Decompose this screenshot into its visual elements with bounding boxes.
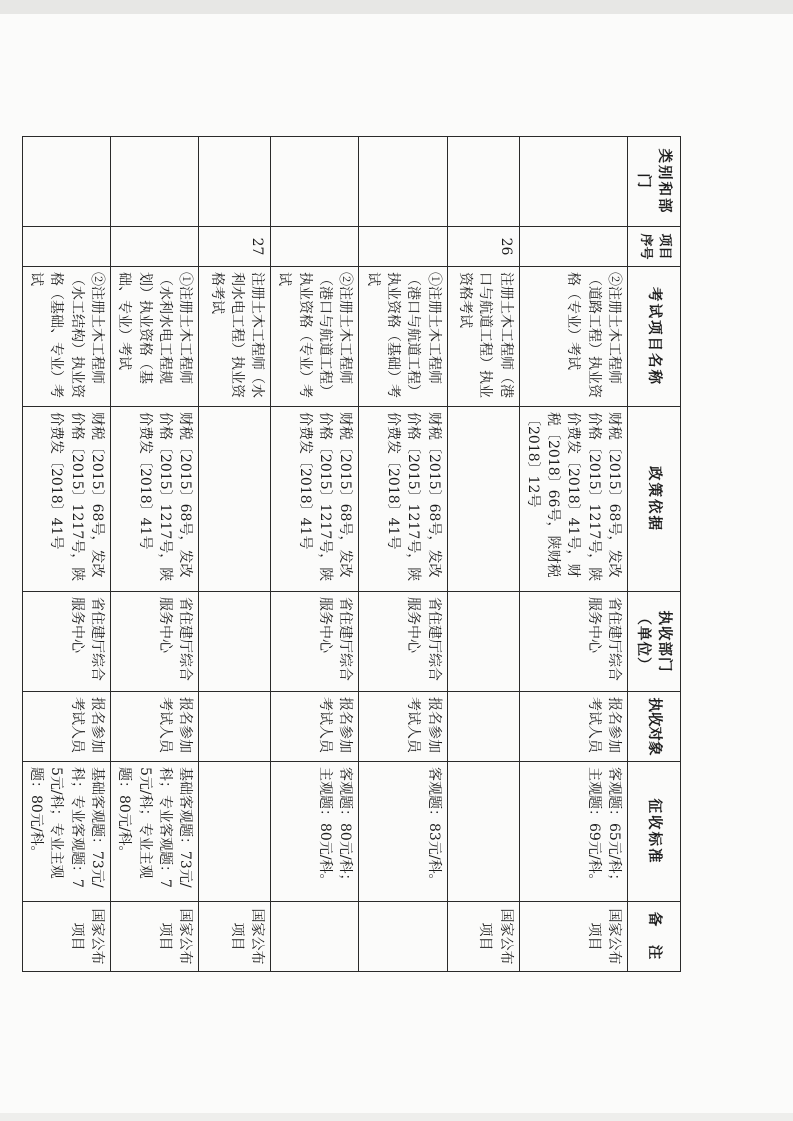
cell-category [199, 137, 271, 227]
cell-target: 报名参加考试人员 [22, 692, 110, 762]
cell-basis: 财税〔2015〕68号，发改价格〔2015〕1217号，陕价费发〔2018〕41号 [110, 407, 198, 592]
cell-name: ②注册土木工程师（水工结构）执业资格（基础、专业）考试 [22, 267, 110, 407]
cell-name: ①注册土木工程师（港口与航道工程）执业资格（基础）考试 [359, 267, 447, 407]
table-row [519, 137, 627, 972]
cell-dept [447, 592, 519, 692]
table-row [359, 137, 447, 972]
cell-target: 报名参加考试人员 [271, 692, 359, 762]
cell-seq: 26 [447, 227, 519, 267]
cell-standard: 客观题：83元/科。 [359, 762, 447, 902]
rotated-table-wrapper [28, 136, 681, 971]
table-row [199, 137, 271, 972]
cell-note: 国家公布项目 [199, 902, 271, 972]
cell-note [359, 902, 447, 972]
cell-basis: 财税〔2015〕68号，发改价格〔2015〕1217号，陕价费发〔2018〕41号 [359, 407, 447, 592]
cell-target [199, 692, 271, 762]
cell-note [271, 902, 359, 972]
cell-note: 国家公布项目 [110, 902, 198, 972]
header-seq: 项目序号 [628, 227, 681, 267]
cell-name: 注册土木工程师（港口与航道工程）执业资格考试 [447, 267, 519, 407]
cell-category [271, 137, 359, 227]
cell-note: 国家公布项目 [447, 902, 519, 972]
table-row [271, 137, 359, 972]
cell-basis [447, 407, 519, 592]
header-category: 类别和部门 [628, 137, 681, 227]
cell-target [447, 692, 519, 762]
cell-dept [199, 592, 271, 692]
cell-target: 报名参加考试人员 [519, 692, 627, 762]
cell-standard: 客观题：80元/科；主观题：80元/科。 [271, 762, 359, 902]
cell-standard [199, 762, 271, 902]
header-dept: 执收部门（单位） [628, 592, 681, 692]
cell-note: 国家公布项目 [519, 902, 627, 972]
cell-seq [22, 227, 110, 267]
header-target: 执收对象 [628, 692, 681, 762]
cell-seq: 27 [199, 227, 271, 267]
cell-name: ①注册土木工程师（水利水电工程规划）执业资格（基础、专业）考试 [110, 267, 198, 407]
cell-standard: 基础客观题：73元/科；专业客观题：75元/科；专业主观题：80元/科。 [22, 762, 110, 902]
cell-category [110, 137, 198, 227]
table-row [447, 137, 519, 972]
cell-dept: 省住建厅综合服务中心 [519, 592, 627, 692]
cell-dept: 省住建厅综合服务中心 [110, 592, 198, 692]
cell-category [359, 137, 447, 227]
cell-basis: 财税〔2015〕68号，发改价格〔2015〕1217号，陕价费发〔2018〕41号 [271, 407, 359, 592]
cell-target: 报名参加考试人员 [359, 692, 447, 762]
cell-dept: 省住建厅综合服务中心 [359, 592, 447, 692]
cell-name: 注册土木工程师（水利水电工程）执业资格考试 [199, 267, 271, 407]
cell-seq [519, 227, 627, 267]
table-row [110, 137, 198, 972]
header-standard: 征收标准 [628, 762, 681, 902]
cell-standard [447, 762, 519, 902]
scan-edge-top [0, 0, 793, 14]
cell-standard: 客观题：65元/科；主观题：69元/科。 [519, 762, 627, 902]
cell-dept: 省住建厅综合服务中心 [22, 592, 110, 692]
table-row [22, 137, 110, 972]
cell-basis: 财税〔2015〕68号，发改价格〔2015〕1217号，陕价费发〔2018〕41号 [22, 407, 110, 592]
cell-seq [271, 227, 359, 267]
header-basis: 政策依据 [628, 407, 681, 592]
cell-category [519, 137, 627, 227]
cell-dept: 省住建厅综合服务中心 [271, 592, 359, 692]
header-row [628, 137, 681, 972]
cell-target: 报名参加考试人员 [110, 692, 198, 762]
cell-seq [359, 227, 447, 267]
cell-note: 国家公布项目 [22, 902, 110, 972]
cell-name: ②注册土木工程师（港口与航道工程）执业资格（专业）考试 [271, 267, 359, 407]
cell-category [447, 137, 519, 227]
cell-name: ②注册土木工程师（道路工程）执业资格（专业）考试 [519, 267, 627, 407]
cell-basis: 财税〔2015〕68号，发改价格〔2015〕1217号，陕价费发〔2018〕41号，财税〔2018〕66号，陕财税〔2018〕12号 [519, 407, 627, 592]
cell-seq [110, 227, 198, 267]
cell-standard: 基础客观题：73元/科；专业客观题：75元/科；专业主观题：80元/科。 [110, 762, 198, 902]
cell-category [22, 137, 110, 227]
cell-basis [199, 407, 271, 592]
header-name: 考试项目名称 [628, 267, 681, 407]
fee-table [22, 136, 681, 972]
header-note: 备 注 [628, 902, 681, 972]
scan-edge-bottom [0, 1113, 793, 1121]
